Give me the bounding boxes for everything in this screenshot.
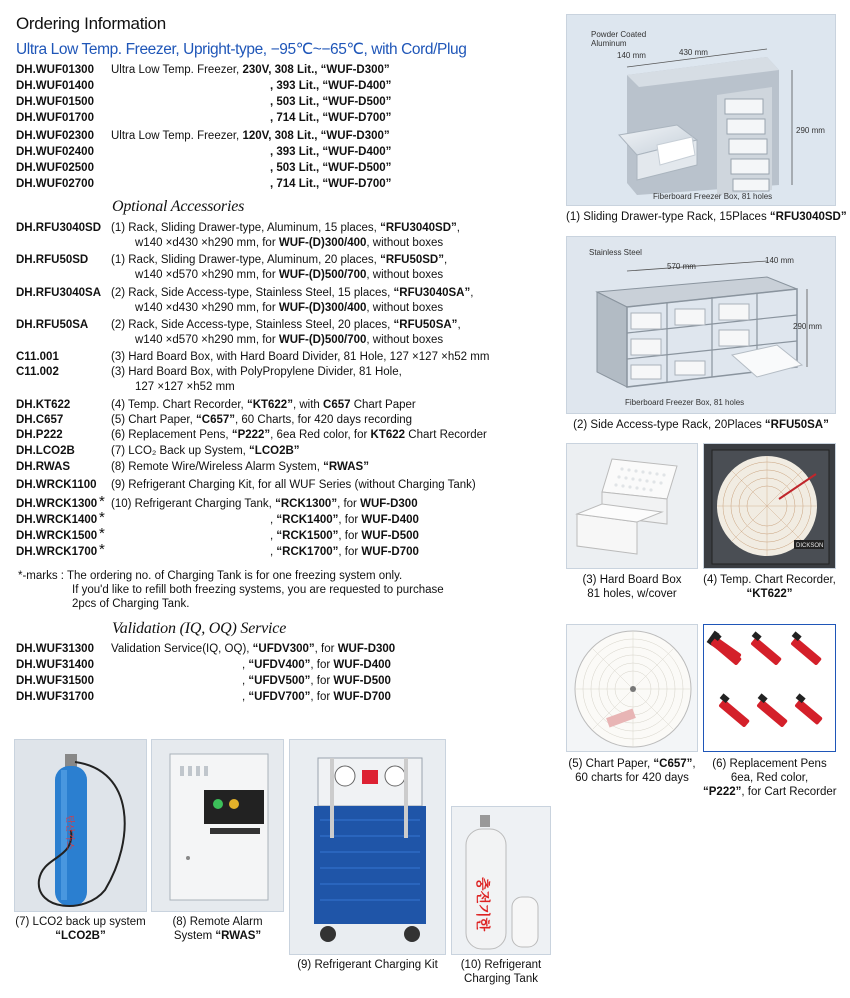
star-mark: *	[99, 493, 105, 510]
hard-board-box-image	[566, 443, 698, 569]
box-desc-line1: (3) Hard Board Box, with Hard Board Divider, 81 Hole, 127 ×127 ×h52 mm	[111, 351, 490, 363]
order-code: DH.WUF02500	[16, 162, 94, 174]
box-desc-line1: (3) Hard Board Box, with PolyPropylene Divider, 81 Hole,	[111, 366, 402, 378]
accessory-desc-line1: (1) Rack, Sliding Drawer-type, Aluminum, 20 places, “RFU50SD”,	[111, 254, 448, 266]
order-code: DH.WRCK1400	[16, 514, 98, 526]
rack-sa-box-label: Fiberboard Freezer Box, 81 holes	[625, 398, 745, 407]
lco2-caption: (7) LCO2 back up system “LCO2B”	[15, 916, 146, 942]
order-code: DH.WRCK1300	[16, 498, 98, 510]
order-code: C11.002	[16, 366, 59, 378]
order-code: DH.WUF31300	[16, 643, 94, 655]
validation-desc: , “UFDV700”, for WUF-D700	[242, 691, 391, 703]
accessory-desc-line1: (2) Rack, Side Access-type, Stainless Steel, 20 places, “RFU50SA”,	[111, 319, 461, 331]
tank-desc: , “RCK1500”, for WUF-D500	[270, 530, 419, 542]
chart-paper-caption: (5) Chart Paper, “C657”, 60 charts for 420 days	[568, 758, 696, 784]
refrigerant-tank-image	[451, 806, 551, 955]
accessory-desc: (9) Refrigerant Charging Kit, for all WUF Series (without Charging Tank)	[111, 479, 476, 491]
order-code: DH.RFU50SD	[16, 254, 89, 266]
freezer-desc: Ultra Low Temp. Freezer, 120V, 308 Lit., “WUF-D300”	[111, 130, 390, 142]
rack-sa-depth-label: 570 mm	[667, 262, 696, 271]
remote-alarm-image	[151, 739, 284, 912]
validation-title: Validation (IQ, OQ) Service	[112, 620, 287, 637]
order-code: DH.RFU50SA	[16, 319, 89, 331]
accessory-desc-line2: w140 ×d570 ×h290 mm, for WUF-(D)500/700, without boxes	[135, 269, 444, 281]
alarm-caption: (8) Remote Alarm System “RWAS”	[172, 916, 263, 942]
kit-caption: (9) Refrigerant Charging Kit	[297, 959, 438, 971]
accessories-title: Optional Accessories	[112, 198, 245, 215]
box-desc-line2: 127 ×127 ×h52 mm	[135, 381, 235, 393]
rack-sd-material-label: Powder Coated	[591, 30, 647, 39]
accessory-desc-line1: (2) Rack, Side Access-type, Stainless Steel, 15 places, “RFU3040SA”,	[111, 287, 474, 299]
star-mark: *	[99, 525, 105, 542]
accessory-desc: (5) Chart Paper, “C657”, 60 Charts, for 420 days recording	[111, 414, 413, 426]
rack-sd-width-label: 140 mm	[617, 51, 646, 60]
star-mark: *	[99, 509, 105, 526]
validation-desc: Validation Service(IQ, OQ), “UFDV300”, for WUF-D300	[111, 643, 396, 655]
rack-sa-width-label: 140 mm	[765, 256, 794, 265]
freezer-desc: , 503 Lit., “WUF-D500”	[270, 162, 392, 174]
rack-sd-depth-label: 430 mm	[679, 48, 708, 57]
order-code: DH.WUF02700	[16, 178, 94, 190]
accessory-desc: (6) Replacement Pens, “P222”, 6ea Red color, for KT622 Chart Recorder	[111, 429, 487, 441]
order-code: DH.WRCK1500	[16, 530, 98, 542]
hard-box-caption: (3) Hard Board Box 81 holes, w/cover	[582, 574, 682, 600]
star-mark: *	[99, 541, 105, 558]
freezer-desc: , 393 Lit., “WUF-D400”	[270, 146, 392, 158]
lco2-system-image	[14, 739, 147, 912]
tank-bottle-text: 충전기한	[475, 877, 491, 932]
tank-desc: (10) Refrigerant Charging Tank, “RCK1300”, for WUF-D300	[111, 498, 418, 510]
order-code: C11.001	[16, 351, 59, 363]
charging-kit-image	[289, 739, 446, 955]
accessory-desc-line2: w140 ×d430 ×h290 mm, for WUF-(D)300/400, without boxes	[135, 237, 444, 249]
note-line-2: If you'd like to refill both freezing systems, you are requested to purchase	[72, 584, 444, 596]
lco2-bottle-text: 탄산가스	[65, 815, 75, 850]
order-code: DH.KT622	[16, 399, 71, 411]
rack-sd-caption: (1) Sliding Drawer-type Rack, 15Places “RFU3040SD”	[566, 211, 847, 223]
pens-caption: (6) Replacement Pens 6ea, Red color, “P222”, for Cart Recorder	[703, 758, 837, 798]
order-code: DH.WRCK1100	[16, 479, 97, 491]
side-access-rack-image	[566, 236, 836, 414]
order-code: DH.WUF02400	[16, 146, 94, 158]
order-code: DH.RFU3040SA	[16, 287, 101, 299]
order-code: DH.WUF01700	[16, 112, 94, 124]
freezer-desc: , 714 Lit., “WUF-D700”	[270, 178, 392, 190]
recorder-brand: DICKSON	[796, 543, 824, 549]
order-code: DH.WUF01400	[16, 80, 94, 92]
rack-sd-box-label: Fiberboard Freezer Box, 81 holes	[653, 192, 773, 201]
tank-desc: , “RCK1700”, for WUF-D700	[270, 546, 419, 558]
rack-sa-material-label: Stainless Steel	[589, 248, 642, 257]
order-code: DH.P222	[16, 429, 63, 441]
ordering-title: Ordering Information	[16, 14, 166, 33]
accessory-desc-line2: w140 ×d570 ×h290 mm, for WUF-(D)500/700, without boxes	[135, 334, 444, 346]
chart-recorder-image	[703, 443, 836, 569]
order-code: DH.WUF01500	[16, 96, 94, 108]
accessory-desc: (7) LCO₂ Back up System, “LCO2B”	[111, 445, 300, 457]
order-code: DH.LCO2B	[16, 445, 75, 457]
validation-desc: , “UFDV500”, for WUF-D500	[242, 675, 391, 687]
order-code: DH.WUF02300	[16, 130, 94, 142]
chart-paper-image	[566, 624, 698, 752]
accessory-desc: (8) Remote Wire/Wireless Alarm System, “RWAS”	[111, 461, 369, 473]
rack-sa-caption: (2) Side Access-type Rack, 20Places “RFU50SA”	[573, 419, 829, 431]
sliding-drawer-rack-image	[566, 14, 836, 206]
order-code: DH.WUF31500	[16, 675, 94, 687]
freezer-desc: , 503 Lit., “WUF-D500”	[270, 96, 392, 108]
freezer-desc: , 393 Lit., “WUF-D400”	[270, 80, 392, 92]
order-code: DH.WUF01300	[16, 64, 94, 76]
rack-sd-height-label: 290 mm	[796, 126, 825, 135]
recorder-caption: (4) Temp. Chart Recorder, “KT622”	[703, 574, 836, 600]
order-code: DH.RWAS	[16, 461, 71, 473]
rack-sa-height-label: 290 mm	[793, 322, 822, 331]
tank-desc: , “RCK1400”, for WUF-D400	[270, 514, 419, 526]
order-code: DH.RFU3040SD	[16, 222, 101, 234]
order-code: DH.C657	[16, 414, 64, 426]
order-code: DH.WUF31400	[16, 659, 94, 671]
tank-caption: (10) Refrigerant Charging Tank	[460, 959, 542, 985]
replacement-pens-image	[703, 624, 836, 752]
note-line-3: 2pcs of Charging Tank.	[72, 598, 190, 610]
accessory-desc-line2: w140 ×d430 ×h290 mm, for WUF-(D)300/400, without boxes	[135, 302, 444, 314]
accessory-desc-line1: (1) Rack, Sliding Drawer-type, Aluminum, 15 places, “RFU3040SD”,	[111, 222, 460, 234]
freezer-desc: Ultra Low Temp. Freezer, 230V, 308 Lit., “WUF-D300”	[111, 64, 390, 76]
freezer-desc: , 714 Lit., “WUF-D700”	[270, 112, 392, 124]
rack-sd-material-label-2: Aluminum	[591, 39, 627, 48]
accessory-desc: (4) Temp. Chart Recorder, “KT622”, with C657 Chart Paper	[111, 399, 416, 411]
note-line-1: *-marks : The ordering no. of Charging Tank is for one freezing system only.	[18, 570, 403, 582]
validation-desc: , “UFDV400”, for WUF-D400	[242, 659, 391, 671]
freezer-heading: Ultra Low Temp. Freezer, Upright-type, −95℃~−65℃, with Cord/Plug	[16, 41, 467, 58]
order-code: DH.WRCK1700	[16, 546, 98, 558]
order-code: DH.WUF31700	[16, 691, 94, 703]
